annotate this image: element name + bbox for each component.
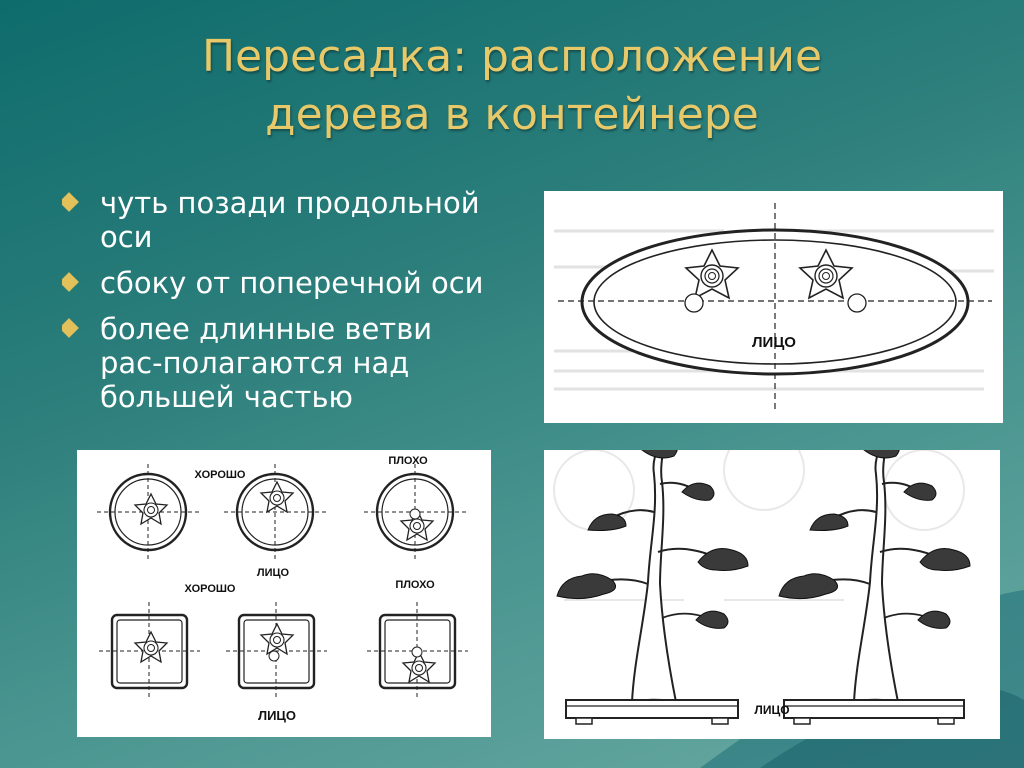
face-label-bottom: ЛИЦО	[257, 708, 297, 723]
round-pot-good-1	[97, 464, 199, 560]
placement-grid-diagram	[77, 450, 491, 737]
bullet-list	[62, 186, 502, 452]
square-pot-good-1	[99, 602, 200, 700]
oval-pot-outer	[582, 230, 968, 374]
oval-container-diagram	[544, 191, 1003, 423]
bullet-text: чуть позади продольной оси	[100, 186, 480, 254]
bonsai-pot-right	[784, 700, 964, 724]
bullet-text: более длинные ветви рас-полагаются над большей частью	[100, 312, 433, 414]
good-label-top: ХОРОШО	[194, 469, 246, 481]
bonsai-trees-diagram	[544, 450, 1000, 739]
trunk-marker-left	[685, 294, 703, 312]
round-pot-bad	[364, 464, 466, 560]
bonsai-pot-left	[566, 700, 738, 724]
slide-title	[0, 28, 1024, 144]
bonsai-tree-right	[779, 450, 970, 704]
face-label: ЛИЦО	[752, 334, 796, 351]
title-line-2: дерева в контейнере	[265, 89, 759, 140]
good-label-bottom: ХОРОШО	[184, 583, 236, 595]
face-label: ЛИЦО	[754, 703, 790, 717]
diamond-bullet-icon	[62, 318, 79, 338]
bad-label-top: ПЛОХО	[388, 455, 428, 467]
bullet-item	[62, 186, 502, 254]
square-pot-good-2	[226, 602, 327, 700]
diamond-bullet-icon	[62, 192, 79, 212]
bullet-item	[62, 312, 502, 414]
bad-label-bottom: ПЛОХО	[395, 579, 435, 591]
title-line-1: Пересадка: расположение	[201, 31, 823, 82]
bullet-text: сбоку от поперечной оси	[100, 266, 484, 300]
bullet-item	[62, 266, 502, 300]
face-label-middle: ЛИЦО	[256, 567, 290, 579]
trunk-marker-right	[848, 294, 866, 312]
bonsai-tree-left	[557, 450, 748, 704]
diamond-bullet-icon	[62, 272, 79, 292]
square-pot-bad	[367, 602, 468, 700]
